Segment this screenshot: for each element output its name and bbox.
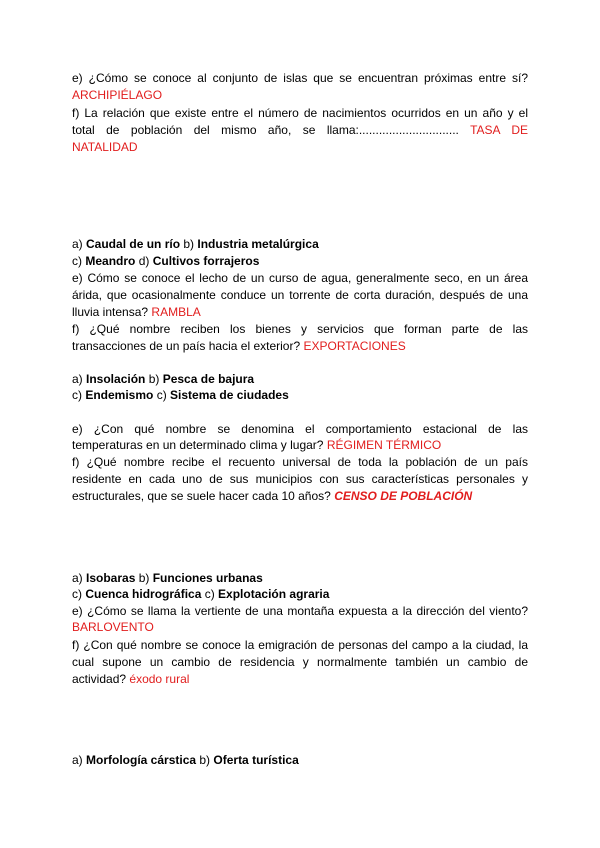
answer-exportaciones: EXPORTACIONES	[303, 339, 406, 353]
question-f-exportaciones-line1: f) ¿Qué nombre reciben los bienes y servicios que forman parte de las	[72, 322, 528, 336]
term-cultivos: Cultivos forrajeros	[152, 254, 260, 268]
answer-archipielago: ARCHIPIÉLAGO	[72, 88, 163, 102]
question-e-rambla-line1: e) Cómo se conoce el lecho de un curso de agua, generalmente seco, en un área	[72, 271, 528, 285]
terms-cd-2: c) Endemismo c) Sistema de ciudades	[72, 388, 289, 402]
answer-censo: CENSO DE POBLACIÓN	[334, 489, 473, 503]
terms-ab-4: a) Morfología cárstica b) Oferta turística	[72, 753, 299, 767]
term-funciones-urbanas: Funciones urbanas	[152, 571, 263, 585]
answer-natalidad: NATALIDAD	[72, 140, 138, 154]
term-sistema-ciudades: Sistema de ciudades	[170, 388, 289, 402]
term-morfologia: Morfología cárstica	[86, 753, 197, 767]
term-cuenca: Cuenca hidrográfica	[85, 587, 202, 601]
question-f-exodo-line1: f) ¿Con qué nombre se conoce la emigración de personas del campo a la ciudad, la	[72, 638, 528, 652]
question-f-censo-line1: f) ¿Qué nombre recibe el recuento universal de toda la población de un país	[72, 455, 528, 469]
question-f-censo-line2: residente en cada uno de sus municipios con sus características personales y	[72, 472, 528, 486]
question-e-barlovento: e) ¿Cómo se llama la vertiente de una montaña expuesta a la dirección del viento?	[72, 604, 528, 618]
term-industria: Industria metalúrgica	[197, 237, 319, 251]
question-e-islands: e) ¿Cómo se conoce al conjunto de islas que se encuentran próximas entre sí?	[72, 71, 528, 85]
term-insolacion: Insolación	[86, 372, 146, 386]
term-oferta: Oferta turística	[213, 753, 299, 767]
term-pesca: Pesca de bajura	[162, 372, 255, 386]
question-f-censo-line3: estructurales, que se suele hacer cada 10 años? CENSO DE POBLACIÓN	[72, 489, 473, 503]
question-f-exodo-line2: cual supone un cambio de residencia y normalmente también un cambio de	[72, 655, 528, 669]
question-f-exportaciones-line2: transacciones de un país hacia el exterior? EXPORTACIONES	[72, 339, 406, 353]
term-isobaras: Isobaras	[86, 571, 136, 585]
question-f-natalidad-line1: f) La relación que existe entre el número de nacimientos ocurridos en un año y el	[72, 106, 528, 120]
answer-rambla: RAMBLA	[151, 305, 201, 319]
term-caudal: Caudal de un río	[86, 237, 181, 251]
answer-regimen-termico: RÉGIMEN TÉRMICO	[326, 438, 442, 452]
terms-ab-3: a) Isobaras b) Funciones urbanas	[72, 571, 263, 585]
question-f-exodo-line3: actividad? éxodo rural	[72, 672, 190, 686]
question-e-rambla-line3: lluvia intensa? RAMBLA	[72, 305, 201, 319]
terms-ab-2: a) Insolación b) Pesca de bajura	[72, 372, 255, 386]
answer-barlovento: BARLOVENTO	[72, 620, 154, 634]
term-explotacion: Explotación agraria	[218, 587, 330, 601]
question-e-regimen-line1: e) ¿Con qué nombre se denomina el comportamiento estacional de las	[72, 422, 528, 436]
term-meandro: Meandro	[85, 254, 136, 268]
question-e-regimen-line2: temperaturas en un determinado clima y lugar? RÉGIMEN TÉRMICO	[72, 438, 442, 452]
answer-exodo-rural: éxodo rural	[129, 672, 190, 686]
terms-ab-1: a) Caudal de un río b) Industria metalúrgica	[72, 237, 319, 251]
question-e-rambla-line2: árida, que ocasionalmente conduce un torrente de corta duración, después de una	[72, 288, 528, 302]
terms-cd-1: c) Meandro d) Cultivos forrajeros	[72, 254, 260, 268]
answer-barlovento-line	[72, 619, 528, 635]
terms-cd-3: c) Cuenca hidrográfica c) Explotación agraria	[72, 587, 330, 601]
term-endemismo: Endemismo	[85, 388, 154, 402]
question-f-natalidad-line2: total de población del mismo año, se llama:.............................. TASA DE	[72, 123, 529, 137]
